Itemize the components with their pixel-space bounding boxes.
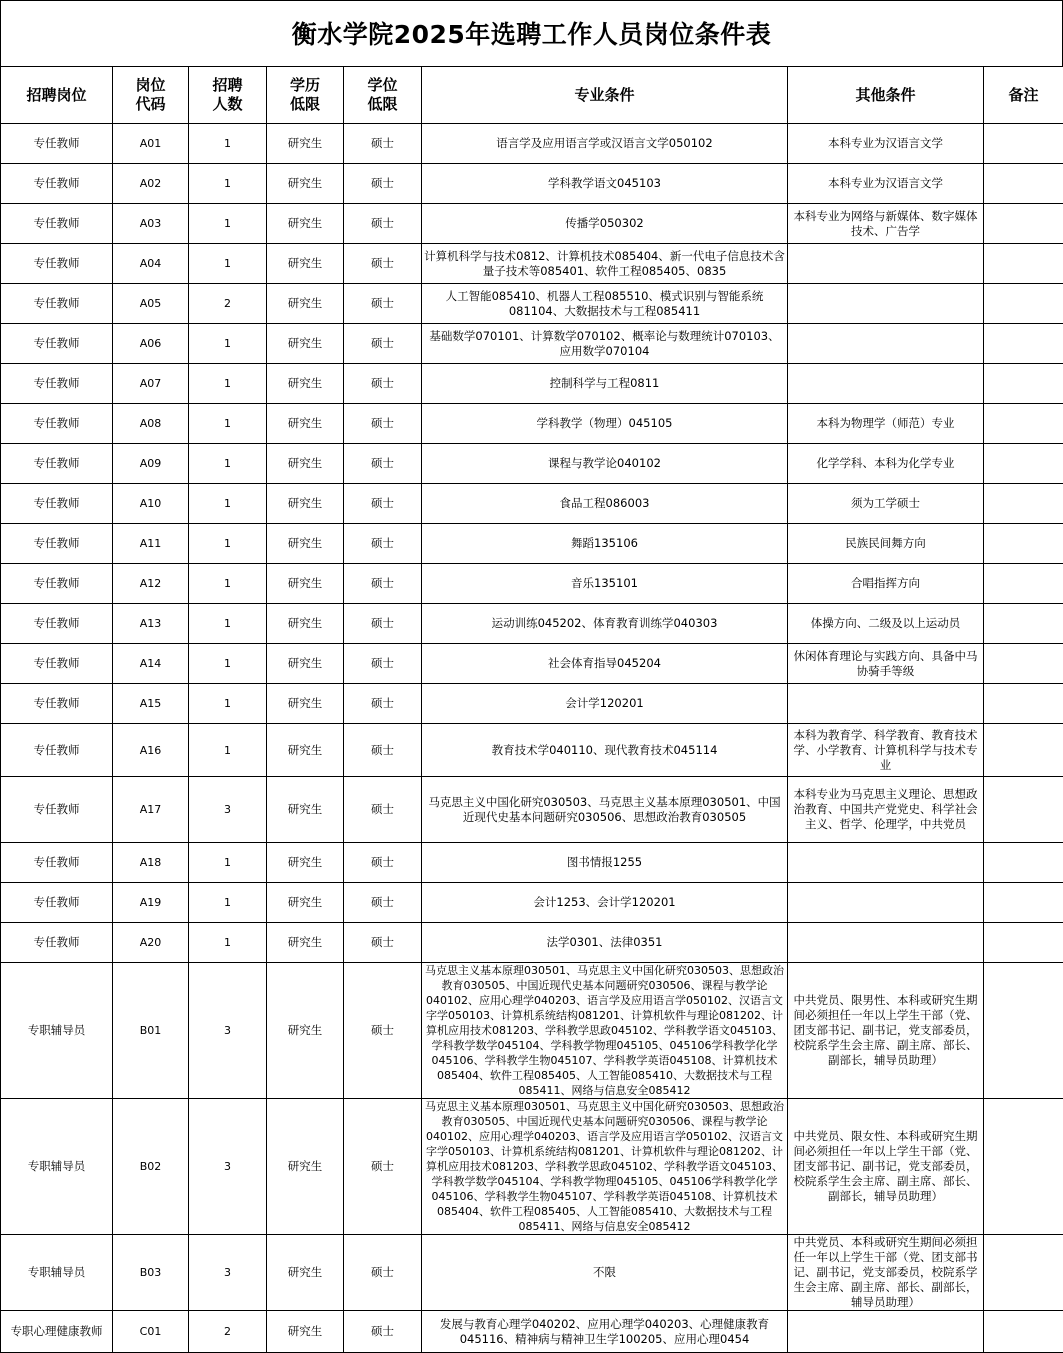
cell-code: A16 [113,724,189,777]
cell-code: A10 [113,484,189,524]
table-row [1,604,1063,644]
table-row [1,284,1063,324]
table-row [1,164,1063,204]
cell-education: 研究生 [267,923,344,963]
positions-table [0,66,1063,1353]
cell-other: 民族民间舞方向 [788,524,984,564]
cell-count: 1 [189,164,267,204]
table-row [1,444,1063,484]
table-row [1,364,1063,404]
cell-position: 专任教师 [1,164,113,204]
cell-other: 体操方向、二级及以上运动员 [788,604,984,644]
cell-notes [984,124,1063,164]
cell-notes [984,524,1063,564]
cell-degree: 硕士 [344,204,422,244]
cell-position: 专任教师 [1,604,113,644]
header-code-line2: 代码 [135,95,165,113]
table-row [1,724,1063,777]
cell-count: 1 [189,324,267,364]
cell-position: 专任教师 [1,124,113,164]
cell-count: 1 [189,404,267,444]
cell-notes [984,204,1063,244]
cell-degree: 硕士 [344,284,422,324]
cell-major: 图书情报1255 [422,843,788,883]
table-row [1,963,1063,1099]
cell-position: 专职辅导员 [1,1235,113,1311]
cell-notes [984,164,1063,204]
header-other: 其他条件 [788,67,984,124]
cell-education: 研究生 [267,724,344,777]
cell-position: 专任教师 [1,364,113,404]
cell-notes [984,684,1063,724]
cell-count: 1 [189,684,267,724]
cell-major: 舞蹈135106 [422,524,788,564]
cell-count: 1 [189,564,267,604]
cell-major: 运动训练045202、体育教育训练学040303 [422,604,788,644]
cell-other: 本科专业为马克思主义理论、思想政治教育、中国共产党党史、科学社会主义、哲学、伦理学，中共党员 [788,777,984,843]
cell-education: 研究生 [267,1099,344,1235]
cell-code: C01 [113,1311,189,1353]
cell-degree: 硕士 [344,604,422,644]
cell-count: 1 [189,244,267,284]
cell-degree: 硕士 [344,444,422,484]
cell-education: 研究生 [267,644,344,684]
cell-education: 研究生 [267,324,344,364]
cell-major: 基础数学070101、计算数学070102、概率论与数理统计070103、应用数学070104 [422,324,788,364]
page-title: 衡水学院2025年选聘工作人员岗位条件表 [0,0,1063,66]
cell-other [788,364,984,404]
cell-major: 法学0301、法律0351 [422,923,788,963]
header-code [113,67,189,124]
cell-degree: 硕士 [344,1311,422,1353]
cell-code: A07 [113,364,189,404]
cell-major: 教育技术学040110、现代教育技术045114 [422,724,788,777]
cell-education: 研究生 [267,164,344,204]
cell-code: A18 [113,843,189,883]
cell-code: B01 [113,963,189,1099]
cell-notes [984,404,1063,444]
cell-major: 社会体育指导045204 [422,644,788,684]
cell-position: 专任教师 [1,524,113,564]
cell-education: 研究生 [267,404,344,444]
cell-position: 专任教师 [1,564,113,604]
cell-code: A04 [113,244,189,284]
table-row [1,1311,1063,1353]
table-row [1,777,1063,843]
cell-degree: 硕士 [344,524,422,564]
cell-count: 1 [189,604,267,644]
cell-major: 会计学120201 [422,684,788,724]
table-body [1,124,1063,1353]
cell-count: 2 [189,284,267,324]
table-row [1,404,1063,444]
cell-other: 本科为教育学、科学教育、教育技术学、小学教育、计算机科学与技术专业 [788,724,984,777]
cell-position: 专任教师 [1,923,113,963]
cell-degree: 硕士 [344,364,422,404]
cell-education: 研究生 [267,1311,344,1353]
cell-other [788,324,984,364]
table-row [1,244,1063,284]
cell-degree: 硕士 [344,724,422,777]
cell-notes [984,1099,1063,1235]
cell-education: 研究生 [267,684,344,724]
cell-degree: 硕士 [344,124,422,164]
header-count [189,67,267,124]
cell-code: A08 [113,404,189,444]
header-education-line1: 学历 [290,76,320,94]
cell-count: 3 [189,777,267,843]
cell-count: 1 [189,364,267,404]
cell-degree: 硕士 [344,244,422,284]
cell-major: 马克思主义基本原理030501、马克思主义中国化研究030503、思想政治教育030505、中国近现代史基本问题研究030506、课程与教学论040102、应用心理学040203、语言学及应用语言学050102、汉语言文字学050103、计算机系统结构081201、计算机软件与理论081202、计算机应用技术081203、学科教学思政045102、学科教学语文045103、学科教学数学045104、学科教学物理045105、045106学科教学化学045106、学科教学生物045107、学科教学英语045108、计算机技术085404、软件工程085405、人工智能085410、大数据技术与工程085411、网络与信息安全085412 [422,963,788,1099]
cell-notes [984,324,1063,364]
cell-degree: 硕士 [344,777,422,843]
cell-notes [984,843,1063,883]
cell-major: 学科教学语文045103 [422,164,788,204]
cell-count: 2 [189,1311,267,1353]
cell-education: 研究生 [267,777,344,843]
header-major: 专业条件 [422,67,788,124]
cell-code: A17 [113,777,189,843]
cell-major: 会计1253、会计学120201 [422,883,788,923]
cell-major: 传播学050302 [422,204,788,244]
cell-degree: 硕士 [344,644,422,684]
cell-other [788,843,984,883]
table-row [1,324,1063,364]
cell-count: 1 [189,204,267,244]
cell-code: A15 [113,684,189,724]
cell-major: 控制科学与工程0811 [422,364,788,404]
cell-position: 专任教师 [1,284,113,324]
cell-education: 研究生 [267,883,344,923]
cell-other: 本科专业为汉语言文学 [788,164,984,204]
table-row [1,843,1063,883]
cell-count: 1 [189,524,267,564]
header-education-line2: 低限 [290,95,320,113]
cell-degree: 硕士 [344,484,422,524]
cell-code: A06 [113,324,189,364]
cell-notes [984,284,1063,324]
cell-major: 马克思主义中国化研究030503、马克思主义基本原理030501、中国近现代史基本问题研究030506、思想政治教育030505 [422,777,788,843]
cell-notes [984,777,1063,843]
cell-code: A02 [113,164,189,204]
cell-code: B03 [113,1235,189,1311]
cell-position: 专任教师 [1,777,113,843]
table-row [1,124,1063,164]
cell-major: 课程与教学论040102 [422,444,788,484]
cell-code: A01 [113,124,189,164]
cell-other: 本科专业为汉语言文学 [788,124,984,164]
cell-major: 发展与教育心理学040202、应用心理学040203、心理健康教育045116、精神病与精神卫生学100205、应用心理0454 [422,1311,788,1353]
cell-major: 计算机科学与技术0812、计算机技术085404、新一代电子信息技术含量子技术等085401、软件工程085405、0835 [422,244,788,284]
cell-position: 专职辅导员 [1,963,113,1099]
cell-other [788,244,984,284]
cell-count: 3 [189,1235,267,1311]
cell-position: 专任教师 [1,644,113,684]
cell-count: 1 [189,444,267,484]
cell-position: 专任教师 [1,843,113,883]
cell-education: 研究生 [267,244,344,284]
cell-major: 马克思主义基本原理030501、马克思主义中国化研究030503、思想政治教育030505、中国近现代史基本问题研究030506、课程与教学论040102、应用心理学040203、语言学及应用语言学050102、汉语言文字学050103、计算机系统结构081201、计算机软件与理论081202、计算机应用技术081203、学科教学思政045102、学科教学语文045103、学科教学数学045104、学科教学物理045105、045106学科教学化学045106、学科教学生物045107、学科教学英语045108、计算机技术085404、软件工程085405、人工智能085410、大数据技术与工程085411、网络与信息安全085412 [422,1099,788,1235]
cell-education: 研究生 [267,604,344,644]
cell-other: 合唱指挥方向 [788,564,984,604]
cell-major: 语言学及应用语言学或汉语言文学050102 [422,124,788,164]
cell-position: 专任教师 [1,324,113,364]
cell-code: B02 [113,1099,189,1235]
cell-notes [984,444,1063,484]
cell-position: 专任教师 [1,724,113,777]
cell-degree: 硕士 [344,164,422,204]
cell-other [788,684,984,724]
cell-education: 研究生 [267,524,344,564]
cell-code: A12 [113,564,189,604]
cell-other: 本科为物理学（师范）专业 [788,404,984,444]
header-count-line2: 人数 [212,95,242,113]
header-row [1,67,1063,124]
cell-position: 专任教师 [1,204,113,244]
cell-degree: 硕士 [344,963,422,1099]
cell-position: 专任教师 [1,404,113,444]
cell-count: 1 [189,644,267,684]
cell-count: 3 [189,963,267,1099]
header-position: 招聘岗位 [1,67,113,124]
cell-other [788,923,984,963]
cell-count: 1 [189,923,267,963]
table-row [1,204,1063,244]
cell-other: 中共党员、限女性、本科或研究生期间必须担任一年以上学生干部（党、团支部书记、副书记，党支部委员，校院系学生会主席、副主席、部长、副部长，辅导员助理） [788,1099,984,1235]
cell-position: 专职辅导员 [1,1099,113,1235]
cell-notes [984,644,1063,684]
cell-code: A05 [113,284,189,324]
cell-degree: 硕士 [344,684,422,724]
cell-other [788,1311,984,1353]
cell-code: A19 [113,883,189,923]
cell-code: A14 [113,644,189,684]
table-row [1,564,1063,604]
cell-notes [984,564,1063,604]
cell-other [788,284,984,324]
table-row [1,684,1063,724]
table-row [1,644,1063,684]
cell-education: 研究生 [267,124,344,164]
cell-major: 不限 [422,1235,788,1311]
cell-education: 研究生 [267,564,344,604]
cell-position: 专任教师 [1,444,113,484]
cell-position: 专任教师 [1,883,113,923]
cell-notes [984,364,1063,404]
cell-notes [984,1311,1063,1353]
cell-notes [984,244,1063,284]
cell-code: A20 [113,923,189,963]
header-degree-line1: 学位 [367,76,397,94]
header-code-line1: 岗位 [135,76,165,94]
cell-count: 1 [189,124,267,164]
cell-position: 专任教师 [1,684,113,724]
cell-notes [984,923,1063,963]
cell-major: 学科教学（物理）045105 [422,404,788,444]
cell-notes [984,883,1063,923]
cell-code: A11 [113,524,189,564]
cell-notes [984,484,1063,524]
cell-code: A03 [113,204,189,244]
cell-education: 研究生 [267,1235,344,1311]
header-degree [344,67,422,124]
cell-position: 专职心理健康教师 [1,1311,113,1353]
cell-education: 研究生 [267,204,344,244]
table-row [1,883,1063,923]
cell-education: 研究生 [267,364,344,404]
cell-count: 1 [189,484,267,524]
cell-code: A09 [113,444,189,484]
table-row [1,524,1063,564]
table-row [1,484,1063,524]
cell-notes [984,1235,1063,1311]
cell-degree: 硕士 [344,404,422,444]
cell-other: 本科专业为网络与新媒体、数字媒体技术、广告学 [788,204,984,244]
cell-major: 食品工程086003 [422,484,788,524]
table-row [1,1099,1063,1235]
cell-count: 1 [189,843,267,883]
cell-education: 研究生 [267,843,344,883]
cell-other: 中共党员、限男性、本科或研究生期间必须担任一年以上学生干部（党、团支部书记、副书记，党支部委员，校院系学生会主席、副主席、部长、副部长，辅导员助理） [788,963,984,1099]
cell-other: 中共党员、本科或研究生期间必须担任一年以上学生干部（党、团支部书记、副书记，党支部委员，校院系学生会主席、副主席、部长、副部长，辅导员助理） [788,1235,984,1311]
header-education [267,67,344,124]
cell-major: 人工智能085410、机器人工程085510、模式识别与智能系统081104、大数据技术与工程085411 [422,284,788,324]
header-count-line1: 招聘 [212,76,242,94]
cell-education: 研究生 [267,963,344,1099]
cell-degree: 硕士 [344,324,422,364]
cell-count: 1 [189,724,267,777]
table-row [1,1235,1063,1311]
cell-major: 音乐135101 [422,564,788,604]
cell-position: 专任教师 [1,244,113,284]
cell-other [788,883,984,923]
cell-degree: 硕士 [344,1235,422,1311]
cell-other: 须为工学硕士 [788,484,984,524]
cell-degree: 硕士 [344,1099,422,1235]
header-notes: 备注 [984,67,1063,124]
cell-education: 研究生 [267,444,344,484]
cell-other: 休闲体育理论与实践方向、具备中马协骑手等级 [788,644,984,684]
cell-notes [984,963,1063,1099]
cell-degree: 硕士 [344,564,422,604]
cell-degree: 硕士 [344,883,422,923]
cell-education: 研究生 [267,484,344,524]
cell-notes [984,724,1063,777]
cell-code: A13 [113,604,189,644]
cell-other: 化学学科、本科为化学专业 [788,444,984,484]
cell-degree: 硕士 [344,843,422,883]
cell-position: 专任教师 [1,484,113,524]
cell-notes [984,604,1063,644]
cell-count: 1 [189,883,267,923]
cell-education: 研究生 [267,284,344,324]
table-row [1,923,1063,963]
cell-count: 3 [189,1099,267,1235]
cell-degree: 硕士 [344,923,422,963]
header-degree-line2: 低限 [367,95,397,113]
